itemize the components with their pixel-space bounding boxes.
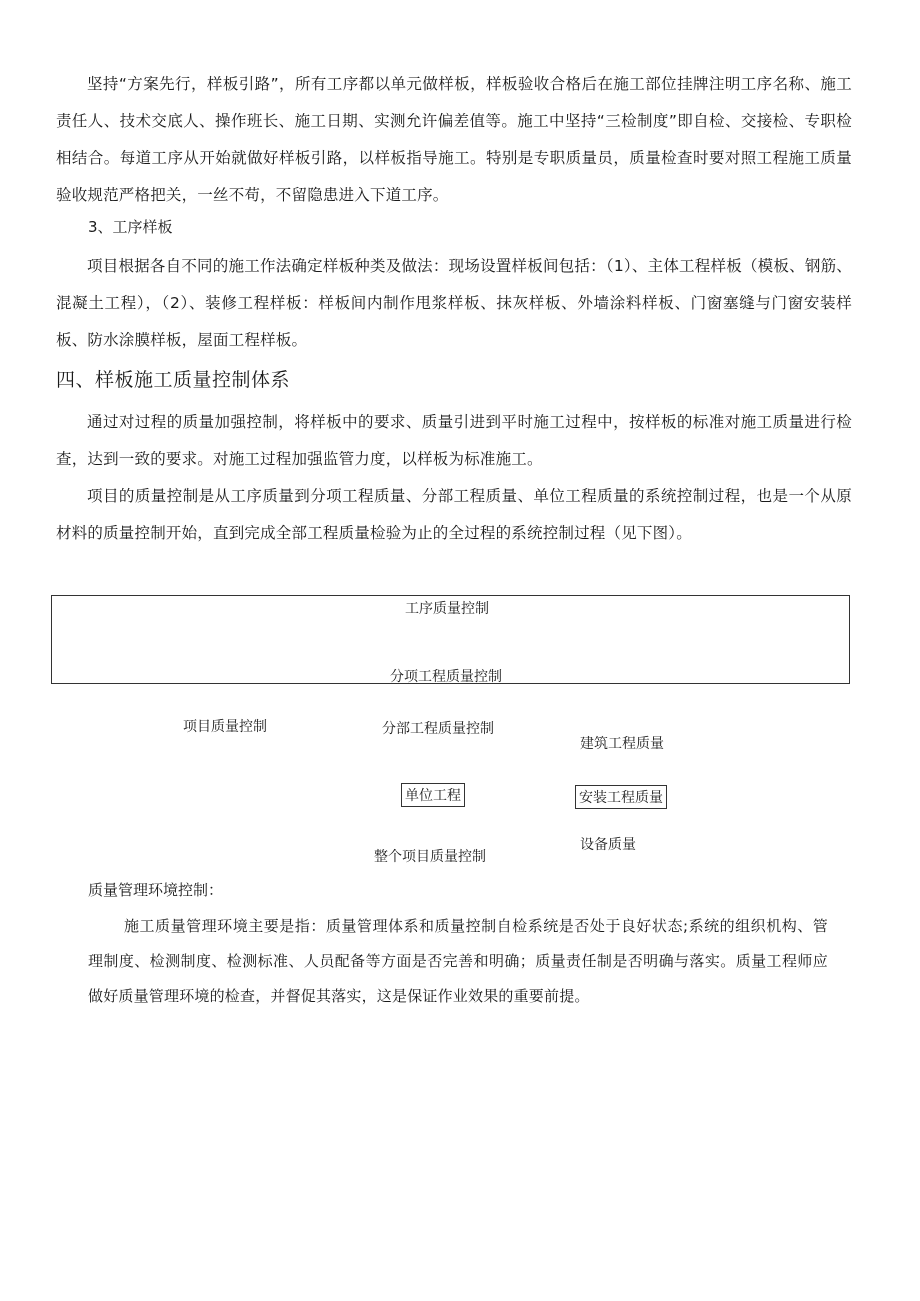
subheading-environment-control: 质量管理环境控制： [88, 881, 224, 899]
node-equipment-quality: 设备质量 [580, 837, 636, 853]
node-process-quality: 工序质量控制 [405, 601, 489, 617]
paragraph-system-control: 项目的质量控制是从工序质量到分项工程质量、分部工程质量、单位工程质量的系统控制过程，也是一个从原材料的质量控制开始，直到完成全部工程质量检验为止的全过程的系统控制过程（见下图）。 [56, 487, 852, 542]
node-division-quality: 分部工程质量控制 [382, 721, 494, 737]
paragraph-sample-types: 项目根据各自不同的施工作法确定样板种类及做法：现场设置样板间包括：（1）、主体工程样板（模板、钢筋、混凝土工程），（2）、装修工程样板：样板间内制作甩浆样板、抹灰样板、外墙涂料样板、门窗塞缝与门窗安装样板、防水涂膜样板，屋面工程样板。 [56, 257, 852, 349]
node-installation-quality: 安装工程质量 [575, 785, 667, 809]
node-project-quality: 项目质量控制 [183, 719, 267, 735]
paragraph-process-control: 通过对过程的质量加强控制，将样板中的要求、质量引进到平时施工过程中，按样板的标准对施工质量进行检查，达到一致的要求。对施工过程加强监管力度，以样板为标准施工。 [56, 413, 852, 468]
paragraph-sample-first: 坚持“方案先行，样板引路”，所有工序都以单元做样板，样板验收合格后在施工部位挂牌注明工序名称、施工责任人、技术交底人、操作班长、施工日期、实测允许偏差值等。施工中坚持“三检制度”即自检、交接检、专职检相结合。每道工序从开始就做好样板引路，以样板指导施工。特别是专职质量员，质量检查时要对照工程施工质量验收规范严格把关，一丝不苟，不留隐患进入下道工序。 [56, 75, 852, 204]
node-building-quality: 建筑工程质量 [580, 736, 664, 752]
paragraph-environment-control: 施工质量管理环境主要是指：质量管理体系和质量控制自检系统是否处于良好状态;系统的组织机构、管理制度、检测制度、检测标准、人员配备等方面是否完善和明确；质量责任制是否明确与落实。质量工程师应做好质量管理环境的检查，并督促其落实，这是保证作业效果的重要前提。 [88, 917, 828, 1005]
section-heading-quality-system: 四、样板施工质量控制体系 [56, 369, 291, 391]
node-whole-project-quality: 整个项目质量控制 [374, 849, 486, 865]
node-unit-project: 单位工程 [401, 783, 465, 807]
subheading-process-sample: 3、工序样板 [88, 218, 173, 236]
node-subitem-quality: 分项工程质量控制 [390, 669, 502, 685]
